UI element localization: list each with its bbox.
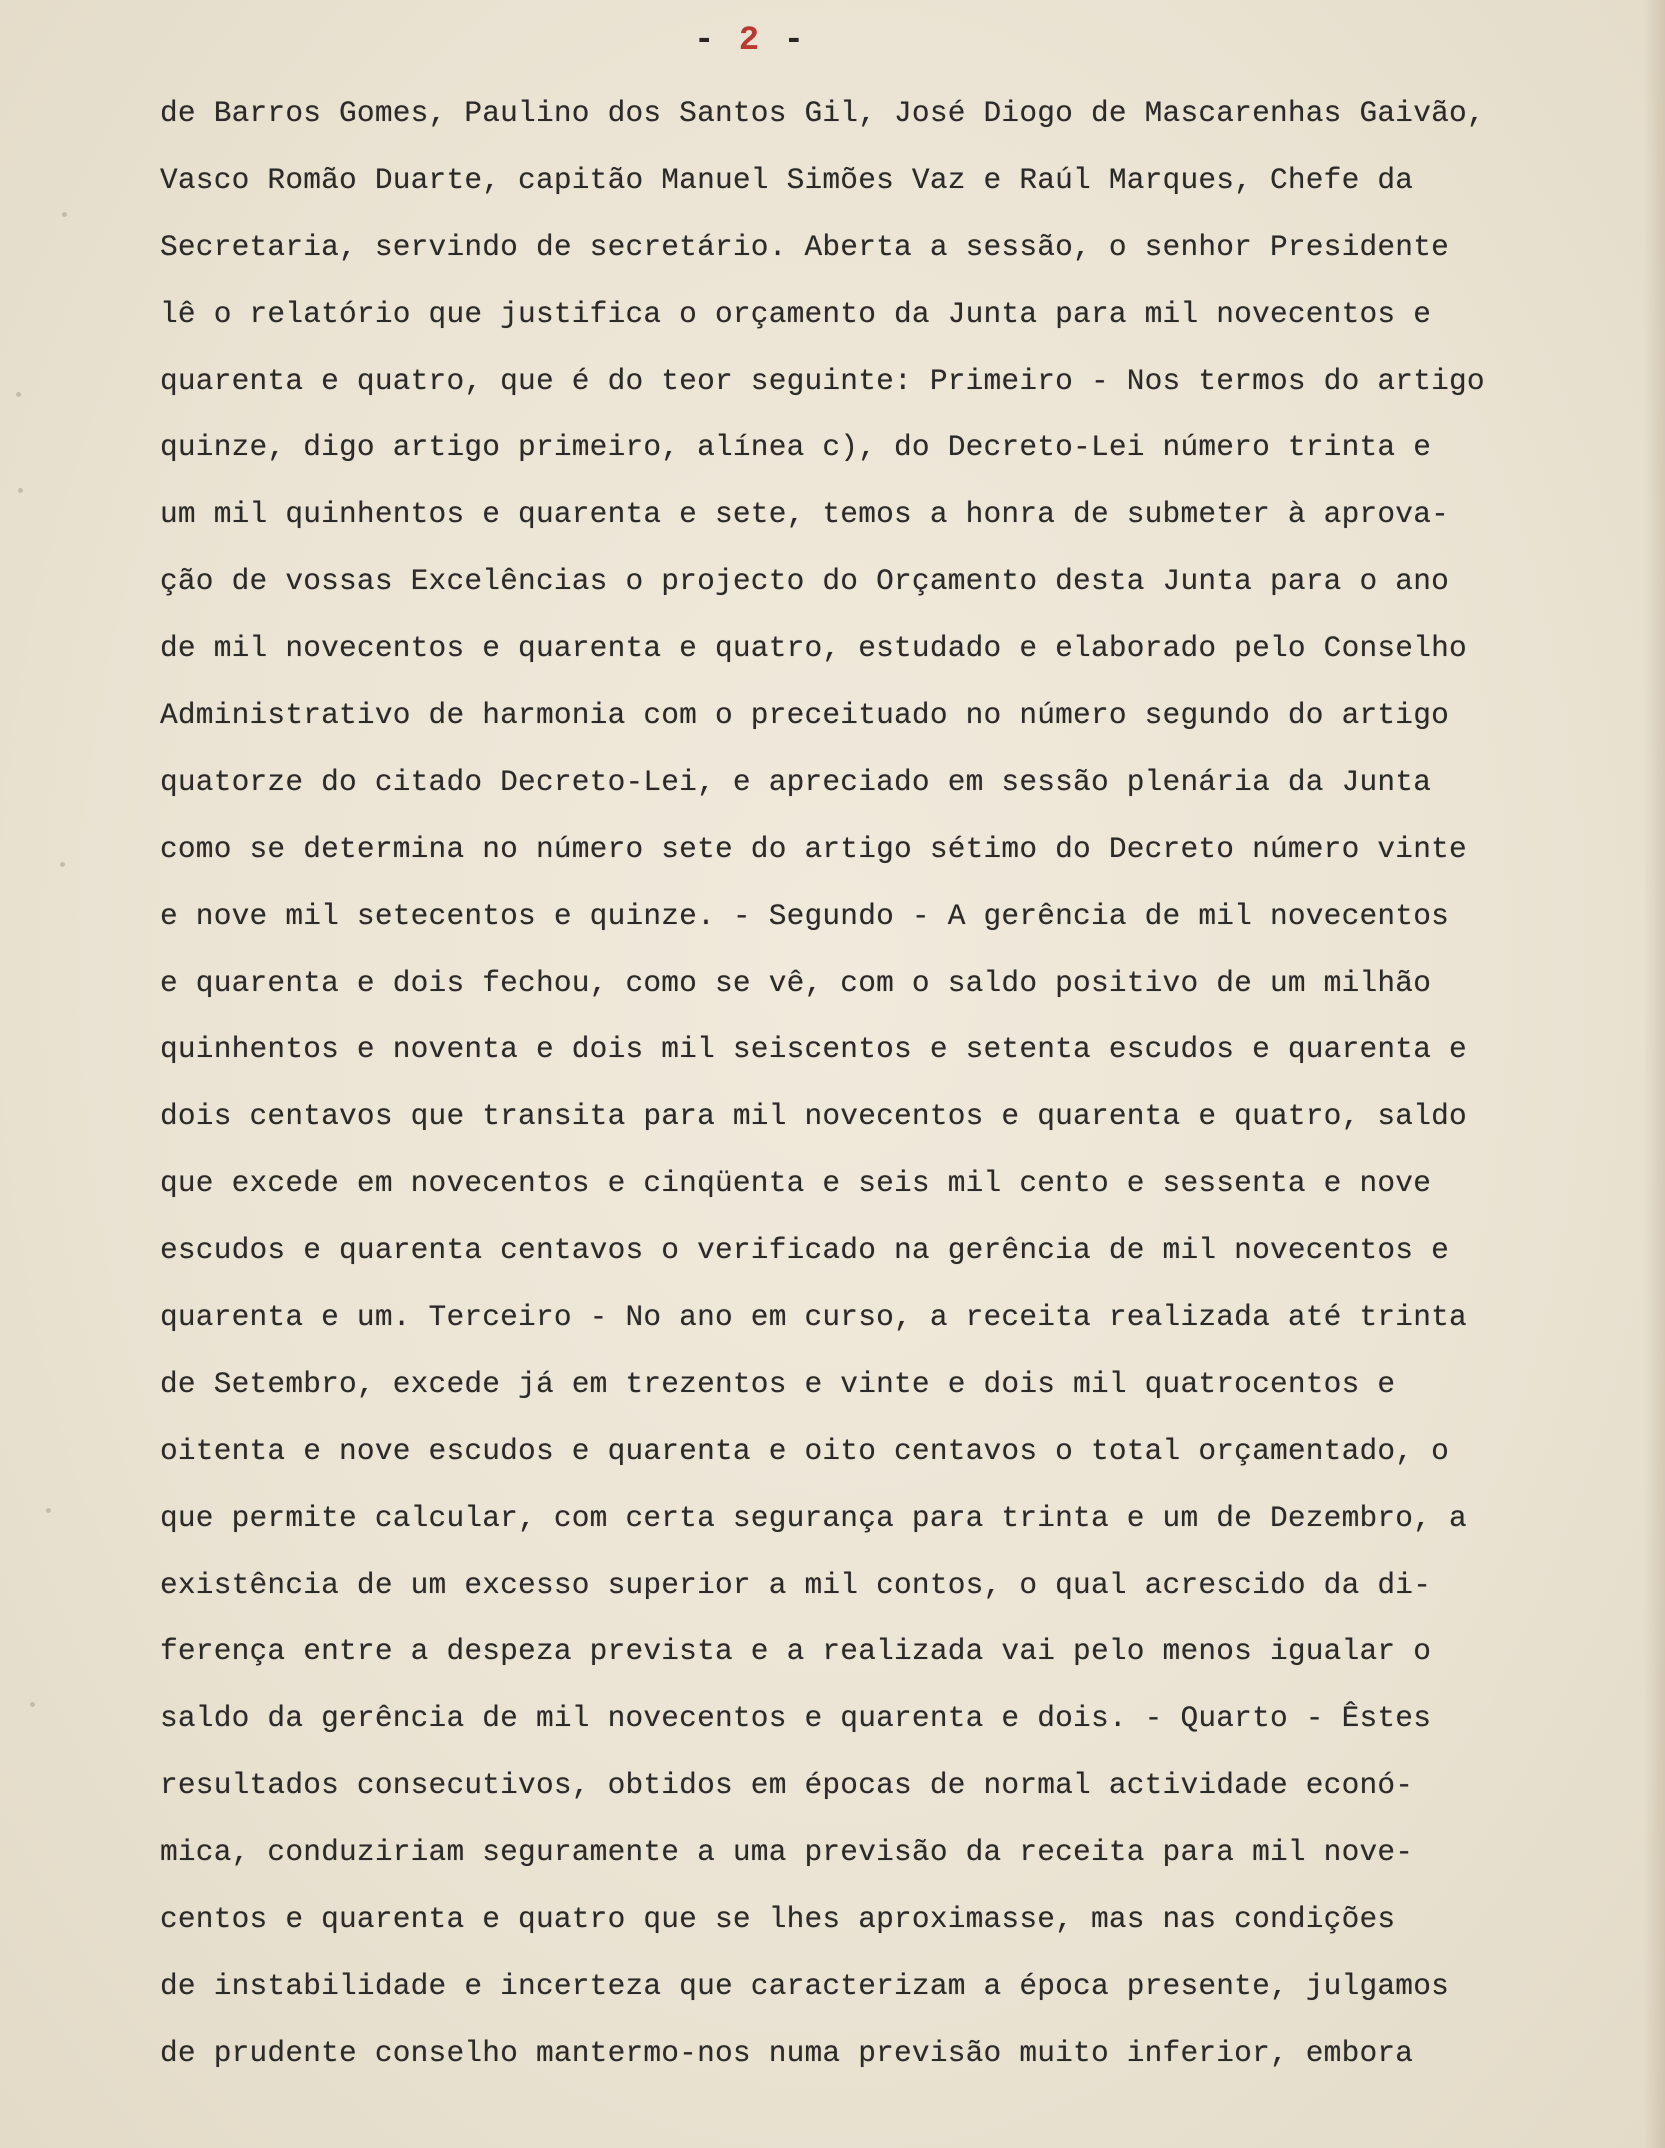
text-line: que excede em novecentos e cinqüenta e seis mil cento e sessenta e nove	[160, 1166, 1432, 1201]
typed-body-text	[160, 80, 1640, 2087]
text-line: quarenta e quatro, que é do teor seguinte: Primeiro - Nos termos do artigo	[160, 363, 1485, 398]
text-line: de mil novecentos e quarenta e quatro, estudado e elaborado pelo Conselho	[160, 631, 1467, 666]
text-line: de Setembro, excede já em trezentos e vinte e dois mil quatrocentos e	[160, 1366, 1396, 1401]
text-line: existência de um excesso superior a mil contos, o qual acrescido da di-	[160, 1567, 1432, 1602]
page-number-value: 2	[738, 22, 762, 60]
paper-speck	[60, 862, 65, 867]
text-line: oitenta e nove escudos e quarenta e oito centavos o total orçamentado, o	[160, 1433, 1450, 1468]
text-line: quinze, digo artigo primeiro, alínea c), do Decreto-Lei número trinta e	[160, 430, 1432, 465]
text-line: um mil quinhentos e quarenta e sete, temos a honra de submeter à aprova-	[160, 497, 1450, 532]
text-line: quarenta e um. Terceiro - No ano em curso, a receita realizada até trinta	[160, 1300, 1467, 1335]
text-line: e nove mil setecentos e quinze. - Segundo - A gerência de mil novecentos	[160, 898, 1450, 933]
text-line: Administrativo de harmonia com o preceituado no número segundo do artigo	[160, 698, 1450, 733]
text-line: que permite calcular, com certa segurança para trinta e um de Dezembro, a	[160, 1500, 1467, 1535]
text-line: resultados consecutivos, obtidos em épocas de normal actividade econó-	[160, 1768, 1414, 1803]
text-line: lê o relatório que justifica o orçamento da Junta para mil novecentos e	[160, 296, 1432, 331]
paper-speck	[16, 392, 21, 397]
paper-edge-shadow	[1643, 0, 1665, 2148]
paper-speck	[62, 212, 67, 217]
page-number-prefix: -	[693, 22, 739, 60]
text-line: escudos e quarenta centavos o verificado na gerência de mil novecentos e	[160, 1233, 1450, 1268]
text-line: dois centavos que transita para mil novecentos e quarenta e quatro, saldo	[160, 1099, 1467, 1134]
text-line: Secretaria, servindo de secretário. Aberta a sessão, o senhor Presidente	[160, 229, 1450, 264]
text-line: centos e quarenta e quatro que se lhes aproximasse, mas nas condições	[160, 1902, 1396, 1937]
page-number-suffix: -	[761, 22, 807, 60]
text-line: como se determina no número sete do artigo sétimo do Decreto número vinte	[160, 831, 1467, 866]
text-line: quatorze do citado Decreto-Lei, e apreciado em sessão plenária da Junta	[160, 764, 1432, 799]
paper-speck	[46, 1508, 51, 1513]
text-line: ção de vossas Excelências o projecto do Orçamento desta Junta para o ano	[160, 564, 1450, 599]
text-line: saldo da gerência de mil novecentos e quarenta e dois. - Quarto - Êstes	[160, 1701, 1432, 1736]
paper-speck	[30, 1702, 35, 1707]
paper-speck	[18, 488, 23, 493]
text-line: de instabilidade e incerteza que caracterizam a época presente, julgamos	[160, 1968, 1450, 2003]
text-line: de prudente conselho mantermo-nos numa previsão muito inferior, embora	[160, 2035, 1414, 2070]
text-line: e quarenta e dois fechou, como se vê, com o saldo positivo de um milhão	[160, 965, 1432, 1000]
text-line: ferença entre a despeza prevista e a realizada vai pelo menos igualar o	[160, 1634, 1432, 1669]
text-line: Vasco Romão Duarte, capitão Manuel Simões Vaz e Raúl Marques, Chefe da	[160, 162, 1414, 197]
page-number	[690, 22, 810, 60]
text-line: de Barros Gomes, Paulino dos Santos Gil, José Diogo de Mascarenhas Gaivão,	[160, 96, 1485, 130]
text-line: mica, conduziriam seguramente a uma previsão da receita para mil nove-	[160, 1835, 1414, 1870]
text-line: quinhentos e noventa e dois mil seiscentos e setenta escudos e quarenta e	[160, 1032, 1467, 1067]
